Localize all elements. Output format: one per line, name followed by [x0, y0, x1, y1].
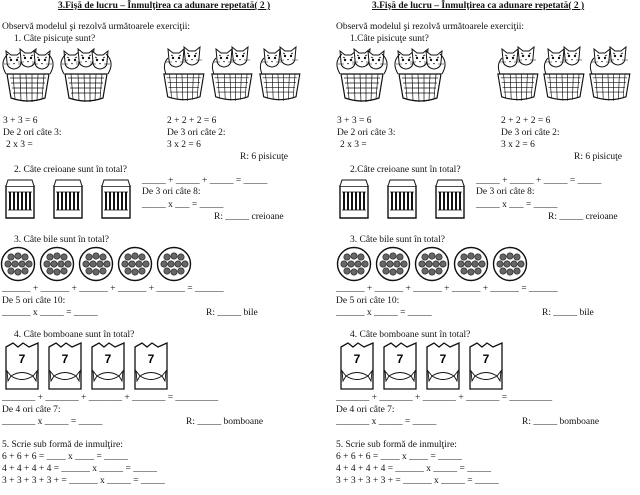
marbles-bowl-icon — [0, 246, 36, 282]
ex2-mult-line: _____ x ___ = _____ — [476, 200, 558, 210]
ex2-sum-line: _____ + _____ + _____ = _____ — [142, 176, 268, 186]
marbles-bowl-icon — [117, 246, 153, 282]
ex2-answer: R: _____ creioane — [548, 212, 618, 222]
ex5-line-2: 4 + 4 + 4 + 4 = ______ x _____ = _____ — [336, 464, 492, 474]
ex1-sum-b: 2 + 2 + 2 = 6 — [167, 116, 217, 126]
ex3-question: 3. Câte bile sunt în total? — [350, 235, 445, 245]
ex1-sum-a: 3 + 3 = 6 — [337, 116, 372, 126]
worksheet-right — [320, 0, 640, 495]
svg-text:7: 7 — [147, 352, 155, 366]
ex4-sum-line: _______ + _______ + _______ + _______ = _________ — [2, 393, 219, 403]
instructions: Observă modelul şi rezolvă următoarele exerciţii: — [336, 22, 525, 32]
pencil-box-icon — [338, 178, 370, 220]
candy-bag-icon — [381, 341, 419, 391]
ex2-times: De 3 ori câte 8: — [142, 187, 201, 197]
ex4-sum-line: _______ + _______ + _______ + _______ = _________ — [336, 393, 553, 403]
ex4-question: 4. Câte bomboane sunt în total? — [350, 330, 471, 340]
ex2-times: De 3 ori câte 8: — [476, 187, 535, 197]
ex1-sum-b: 2 + 2 + 2 = 6 — [501, 116, 551, 126]
ex3-answer: R: _____ bile — [206, 308, 258, 318]
cats-basket-3-icon — [394, 44, 446, 110]
candy-bag-icon — [132, 341, 170, 391]
ex3-answer: R: _____ bile — [542, 308, 594, 318]
ex1-sum-a: 3 + 3 = 6 — [3, 116, 38, 126]
ex1-mult-b: 3 x 2 = 6 — [167, 140, 201, 150]
ex5-line-2: 4 + 4 + 4 + 4 = ______ x _____ = _____ — [2, 464, 158, 474]
worksheet-title: 3.Fişă de lucru – Înmulţirea ca adunare repetată( 2 ) — [372, 1, 585, 11]
candy-bag-icon — [89, 341, 127, 391]
ex3-times: De 5 ori câte 10: — [336, 296, 400, 306]
ex2-mult-line: _____ x ___ = _____ — [142, 200, 224, 210]
pencil-box-icon — [434, 178, 466, 220]
ex1-question: 1. Câte pisicuţe sunt? — [14, 34, 96, 44]
ex5-question: 5. Scrie sub formă de inmulţire: — [336, 440, 457, 450]
svg-text:7: 7 — [104, 352, 112, 366]
ex1-times-a: De 2 ori câte 3: — [337, 128, 396, 138]
ex2-question: 2. Câte creioane sunt în total? — [14, 165, 127, 175]
ex5-line-1: 6 + 6 + 6 = ____ x ____ = _____ — [336, 452, 462, 462]
ex2-answer: R: _____ creioane — [214, 212, 284, 222]
ex4-answer: R: _____ bomboane — [186, 417, 264, 427]
ex4-mult-line: _______ x _____ = _____ — [336, 417, 437, 427]
pencil-box-icon — [4, 178, 36, 220]
svg-text:7: 7 — [353, 352, 361, 366]
ex1-answer: R: 6 pisicuţe — [240, 152, 289, 162]
ex4-times: De 4 ori câte 7: — [336, 405, 395, 415]
svg-text:7: 7 — [61, 352, 69, 366]
svg-text:7: 7 — [439, 352, 447, 366]
marbles-bowl-icon — [492, 246, 528, 282]
pencil-box-icon — [52, 178, 84, 220]
candy-bag-icon — [467, 341, 505, 391]
ex4-mult-line: _______ x _____ = _____ — [2, 417, 103, 427]
candy-bag-icon — [3, 341, 41, 391]
cats-basket-2-icon — [210, 40, 254, 108]
ex5-line-3: 3 + 3 + 3 + 3 + = ______ x _____ = _____ — [336, 476, 499, 486]
cats-basket-2-icon — [496, 40, 540, 108]
svg-text:7: 7 — [396, 352, 404, 366]
cats-basket-3-icon — [2, 44, 54, 110]
ex1-times-b: De 3 ori câte 2: — [167, 128, 226, 138]
ex3-mult-line: ______ x _____ = _____ — [336, 308, 432, 318]
ex3-sum-line: ______ + ______ + ______ + ______ + ______ = ______ — [336, 284, 558, 294]
cats-basket-2-icon — [542, 40, 586, 108]
candy-bag-icon — [424, 341, 462, 391]
ex3-question: 3. Câte bile sunt în total? — [14, 235, 109, 245]
marbles-bowl-icon — [156, 246, 192, 282]
ex5-line-3: 3 + 3 + 3 + 3 + = ______ x _____ = _____ — [2, 476, 165, 486]
instructions: Observă modelul şi rezolvă următoarele exerciţii: — [2, 22, 191, 32]
marbles-bowl-icon — [78, 246, 114, 282]
svg-text:7: 7 — [482, 352, 490, 366]
ex1-times-a: De 2 ori câte 3: — [3, 128, 62, 138]
ex1-mult-b: 3 x 2 = 6 — [501, 140, 535, 150]
marbles-bowl-icon — [336, 246, 372, 282]
ex4-question: 4. Câte bomboane sunt în total? — [14, 330, 135, 340]
pencil-box-icon — [100, 178, 132, 220]
ex1-mult-a: 2 x 3 = — [6, 140, 33, 150]
cats-basket-2-icon — [258, 40, 302, 108]
svg-text:7: 7 — [18, 352, 26, 366]
marbles-bowl-icon — [453, 246, 489, 282]
ex3-mult-line: ______ x _____ = _____ — [2, 308, 98, 318]
marbles-bowl-icon — [375, 246, 411, 282]
ex1-question: 1.Câte pisicuţe sunt? — [350, 34, 429, 44]
ex1-times-b: De 3 ori câte 2: — [501, 128, 560, 138]
ex4-times: De 4 ori câte 7: — [2, 405, 61, 415]
ex4-answer: R: _____ bomboane — [522, 417, 600, 427]
ex2-sum-line: _____ + _____ + _____ = _____ — [476, 176, 602, 186]
worksheet-title: 3.Fişă de lucru – Înmulţirea ca adunare repetată( 2 ) — [58, 1, 271, 11]
candy-bag-icon — [338, 341, 376, 391]
ex3-times: De 5 ori câte 10: — [2, 296, 66, 306]
cats-basket-2-icon — [588, 40, 632, 108]
ex5-line-1: 6 + 6 + 6 = ____ x ____ = _____ — [2, 452, 128, 462]
cats-basket-3-icon — [60, 44, 112, 110]
ex5-question: 5. Scrie sub formă de inmulţire: — [2, 440, 123, 450]
candy-bag-icon — [46, 341, 84, 391]
ex2-question: 2.Câte creioane sunt în total? — [350, 165, 461, 175]
ex1-answer: R: 6 pisicuţe — [574, 152, 623, 162]
cats-basket-2-icon — [162, 40, 206, 108]
marbles-bowl-icon — [414, 246, 450, 282]
cats-basket-3-icon — [336, 44, 388, 110]
pencil-box-icon — [386, 178, 418, 220]
ex1-mult-a: 2 x 3 = — [340, 140, 367, 150]
ex3-sum-line: ______ + ______ + ______ + ______ + ______ = ______ — [2, 284, 224, 294]
marbles-bowl-icon — [39, 246, 75, 282]
